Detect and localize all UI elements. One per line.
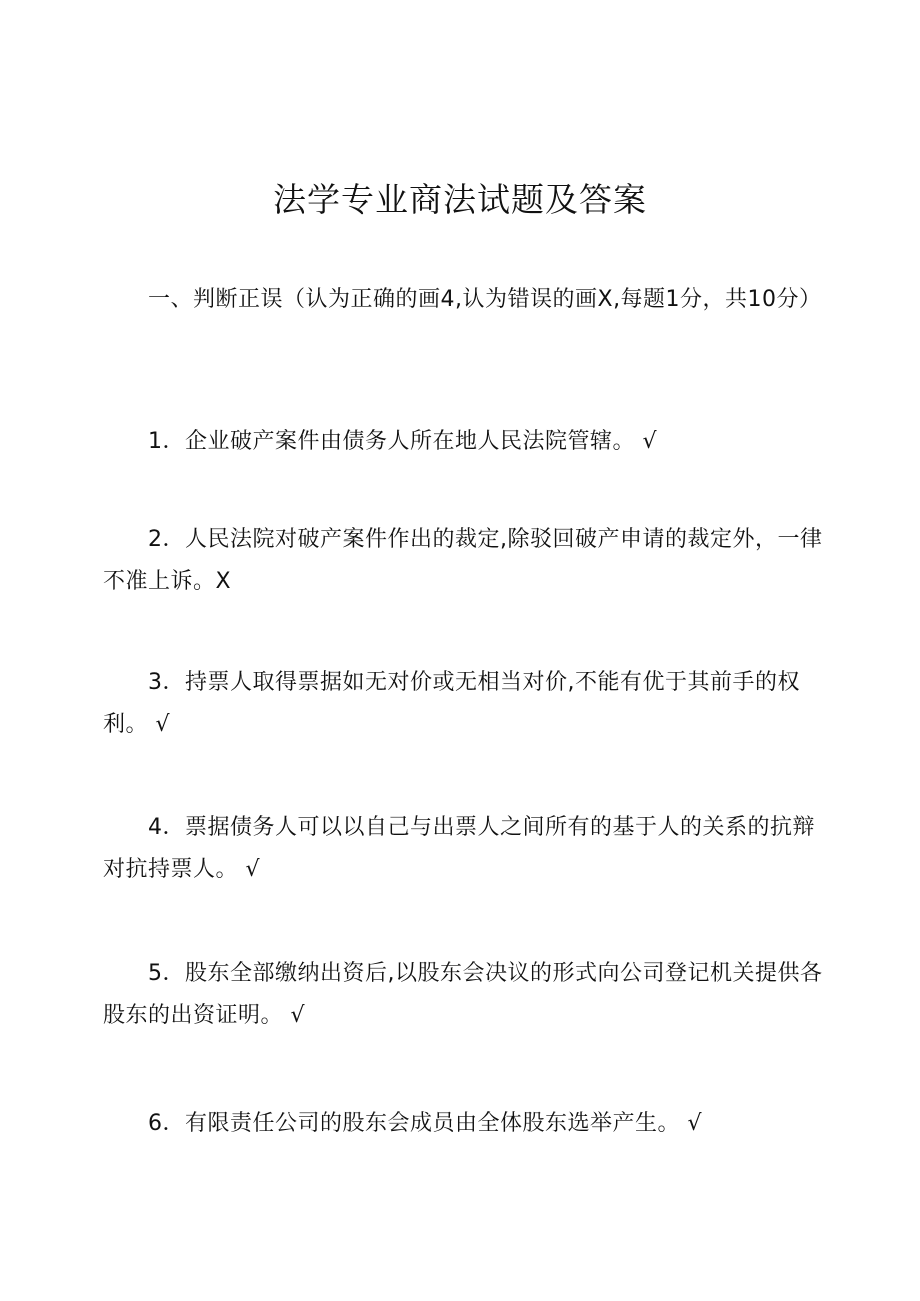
question-item: 5．股东全部缴纳出资后,以股东会决议的形式向公司登记机关提供各股东的出资证明。 √ xyxy=(103,961,823,1028)
page-title: 法学专业商法试题及答案 xyxy=(273,180,647,219)
section-heading: 一、判断正误（认为正确的画4,认为错误的画X,每题1分，共10分） xyxy=(148,287,822,312)
question-item: 2．人民法院对破产案件作出的裁定,除驳回破产申请的裁定外，一律不准上诉。X xyxy=(103,527,823,594)
question-item: 1．企业破产案件由债务人所在地人民法院管辖。 √ xyxy=(148,429,658,454)
question-item: 3．持票人取得票据如无对价或无相当对价,不能有优于其前手的权利。 √ xyxy=(103,670,800,737)
question-item: 6．有限责任公司的股东会成员由全体股东选举产生。 √ xyxy=(148,1111,703,1136)
question-item: 4．票据债务人可以以自己与出票人之间所有的基于人的关系的抗辩对抗持票人。 √ xyxy=(103,815,815,882)
